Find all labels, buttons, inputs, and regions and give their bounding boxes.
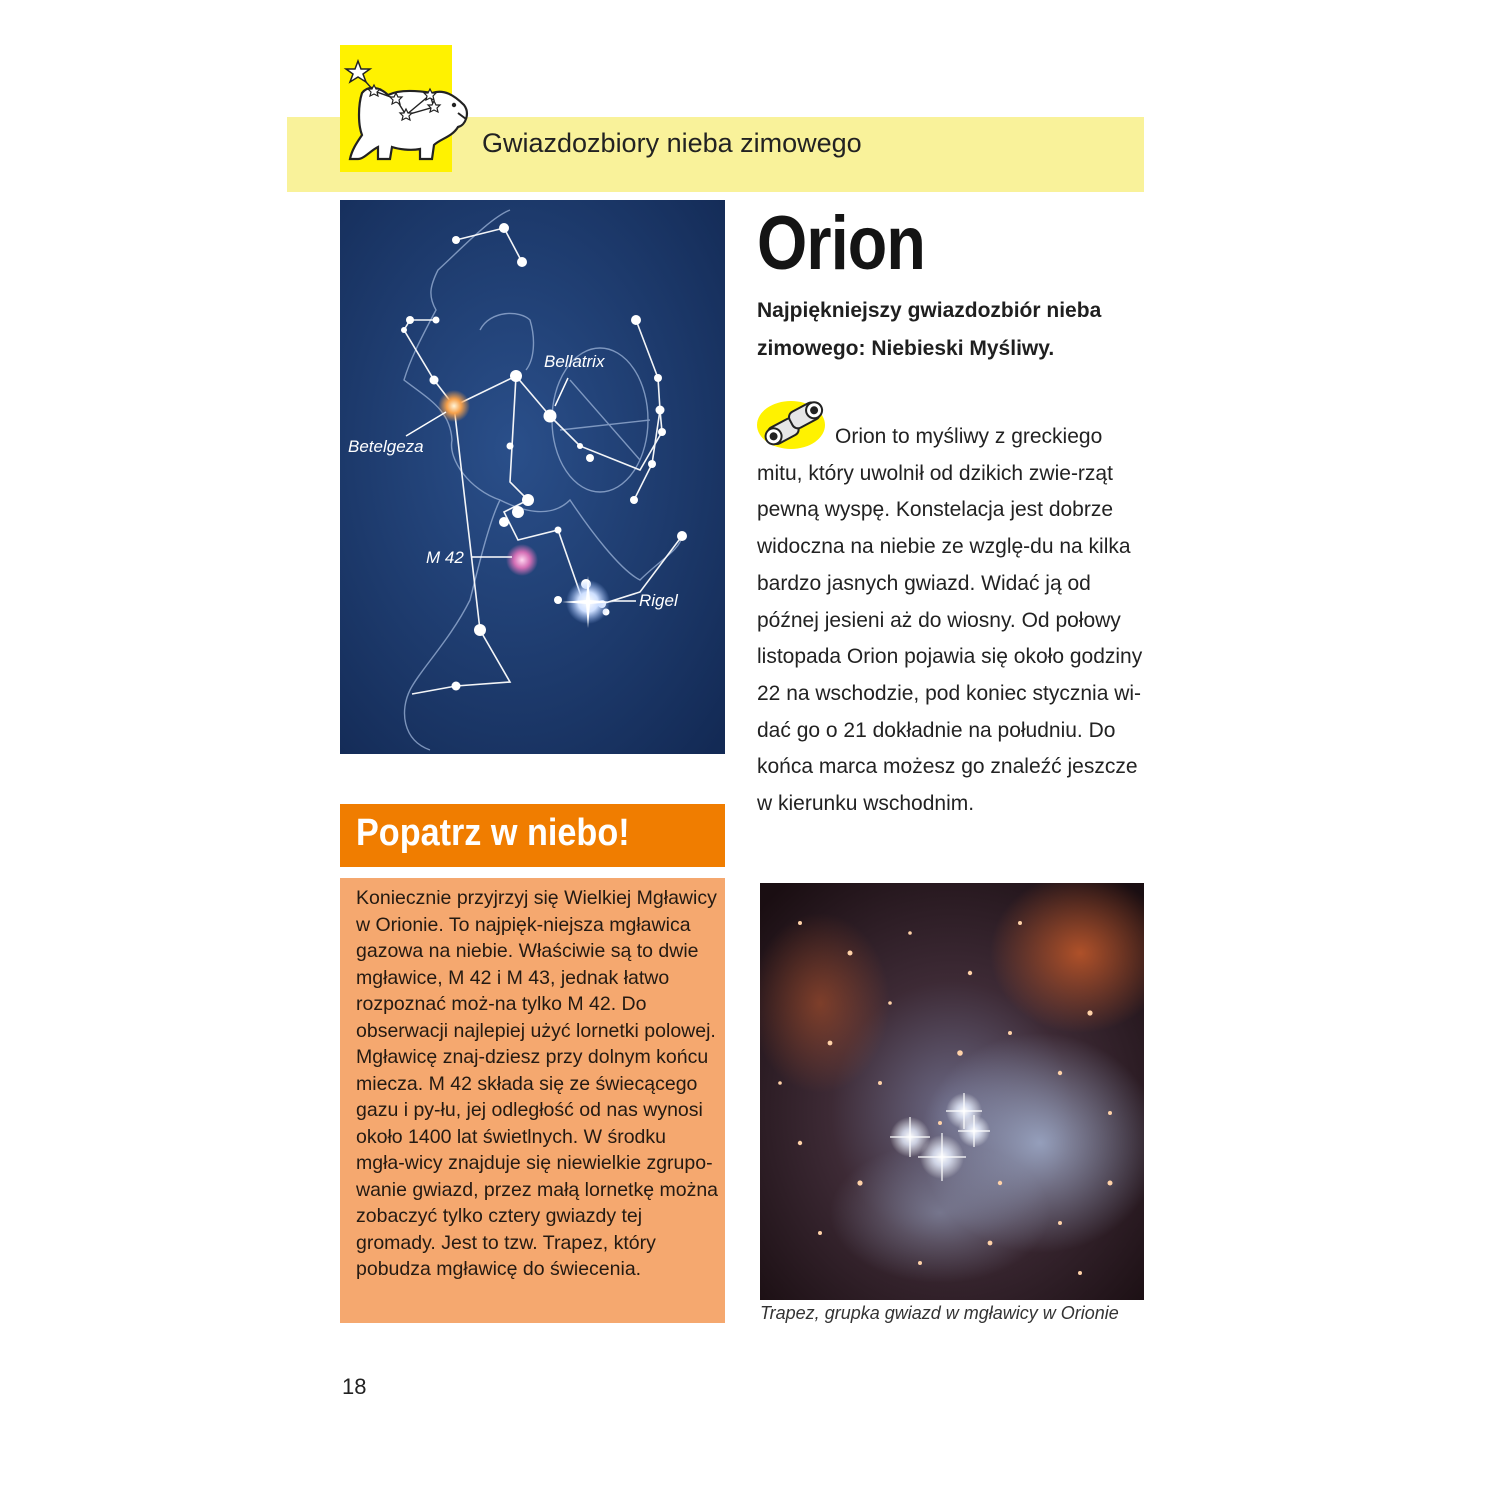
bear-constellation-icon	[340, 55, 472, 167]
orion-constellation-illustration	[340, 200, 725, 754]
tip-text: Koniecznie przyjrzyj się Wielkiej Mgławicy w Orionie. To najpięk-niejsza mgławica gazowa na niebie. Właściwie są to dwie mgławice, M 42 i M 43, jednak łatwo rozpoznać moż-na tylko M 42. Do obserwacji najlepiej użyć lornetki polowej. Mgławicę znaj-dziesz przy dolnym końcu miecza. M 42 składa się ze świecącego gazu i py-łu, jej odległość od nas wynosi około 1400 lat świetlnych. W środku mgła-wicy znajduje się niewielkie zgrupo-wanie gwiazd, przez małą lornetkę można zobaczyć tylko cztery gwiazdy tej gromady. Jest to tzw. Trapez, który pobudza mgławicę do świecenia.	[356, 887, 719, 1280]
tip-box	[340, 878, 725, 1323]
article-body: Orion to myśliwy z greckiego mitu, który uwolnił od dzikich zwie-rząt pewną wyspę. Konstelacja jest dobrze widoczna na niebie ze wzglę-du na kilka bardzo jasnych gwiazd. Widać ją od późnej jesieni aż do wiosny. Od połowy listopada Orion pojawia się około godziny 22 na wschodzie, pod koniec stycznia wi-dać go o 21 dokładnie na południu. Do końca marca możesz go znaleźć jeszcze w kierunku wschodnim.	[757, 425, 1143, 816]
tip-header	[340, 804, 725, 867]
photo-caption: Trapez, grupka gwiazd w mgławicy w Orionie	[760, 1303, 1119, 1323]
article-title: Orion	[757, 201, 926, 286]
label-m42: M 42	[426, 548, 464, 567]
label-rigel: Rigel	[639, 591, 678, 610]
label-bellatrix: Bellatrix	[544, 352, 605, 371]
tip-title: Popatrz w niebo!	[356, 812, 630, 854]
page-number: 18	[342, 1374, 367, 1399]
article-subtitle: Najpiękniejszy gwiazdozbiór nieba zimowego: Niebieski Myśliwy.	[757, 299, 1102, 360]
section-title: Gwiazdozbiory nieba zimowego	[482, 128, 862, 158]
trapezium-nebula-photo	[760, 883, 1144, 1300]
label-betelgeza: Betelgeza	[348, 437, 424, 456]
